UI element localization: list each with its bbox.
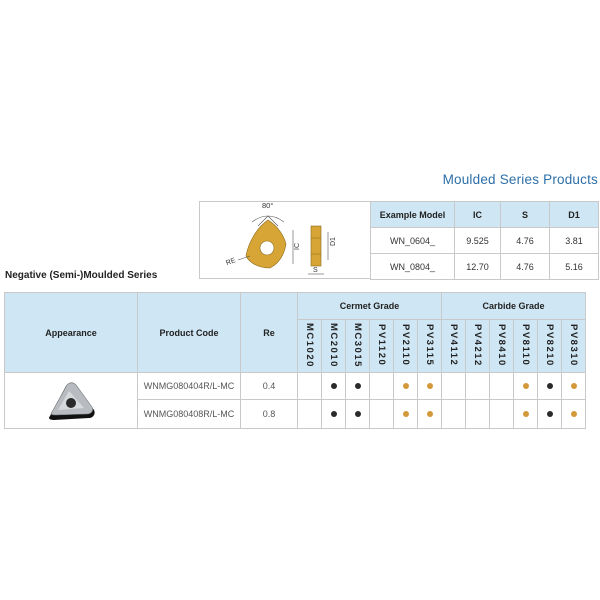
grade-mark-cell [394,400,418,429]
example-d1-cell: 3.81 [550,228,599,254]
example-s-cell: 4.76 [501,254,550,280]
black-dot-icon [355,411,361,417]
grade-label: MC1020 [304,322,315,368]
grade-mark-cell [370,400,394,429]
grade-mark-cell [514,373,538,400]
grade-header-pv4112 [442,320,466,373]
grade-mark-cell [418,373,442,400]
d1-label: D1 [330,237,337,246]
grade-header-mc1020 [298,320,322,373]
insert-hole [260,241,274,255]
example-row [371,228,599,254]
product-code-header: Product Code [138,293,241,373]
example-model-table [370,201,599,280]
grade-header-pv4212 [466,320,490,373]
grade-label: MC3015 [352,322,363,368]
grade-label: PV4112 [448,323,459,367]
grade-label: PV8410 [496,323,507,367]
grade-label: PV8110 [520,323,531,367]
grade-label: PV2110 [400,323,411,367]
example-col-model: Example Model [371,202,455,228]
grade-mark-cell [514,400,538,429]
appearance-cell [5,373,138,429]
cermet-grade-header: Cermet Grade [298,293,442,320]
insert-center-hole [66,398,76,408]
carbide-grade-header: Carbide Grade [442,293,586,320]
grade-mark-cell [346,400,370,429]
example-header-row [371,202,599,228]
grade-header-pv1120 [370,320,394,373]
product-code-cell: WNMG080404R/L-MC [138,373,241,400]
product-grade-table [4,292,586,429]
grade-mark-cell [466,373,490,400]
product-code-cell: WNMG080408R/L-MC [138,400,241,429]
grade-mark-cell [538,373,562,400]
gold-dot-icon [427,411,433,417]
grade-label: PV1120 [376,323,387,367]
grade-mark-cell [466,400,490,429]
grade-mark-cell [442,400,466,429]
grade-mark-cell [370,373,394,400]
grade-header-pv8210 [538,320,562,373]
grade-mark-cell [562,373,586,400]
gold-dot-icon [523,383,529,389]
example-model-cell: WN_0804_ [371,254,455,280]
page-title: Moulded Series Products [442,172,598,187]
re-label: RE [225,257,237,268]
grade-header-pv3115 [418,320,442,373]
grade-label: PV3115 [424,323,435,367]
ic-label: IC [294,243,301,250]
grade-header-mc3015 [346,320,370,373]
table-row [5,373,586,400]
example-row [371,254,599,280]
grade-header-pv8310 [562,320,586,373]
grade-header-pv2110 [394,320,418,373]
grade-mark-cell [346,373,370,400]
black-dot-icon [547,411,553,417]
grade-mark-cell [562,400,586,429]
re-cell: 0.8 [241,400,298,429]
gold-dot-icon [427,383,433,389]
grade-mark-cell [490,373,514,400]
example-s-cell: 4.76 [501,228,550,254]
s-label: S [313,267,318,274]
example-col-ic: IC [455,202,501,228]
example-col-s: S [501,202,550,228]
grade-header-pv8110 [514,320,538,373]
group-header-row [5,293,586,320]
grade-header-mc2010 [322,320,346,373]
gold-dot-icon [403,383,409,389]
insert-diagram-drawing [200,202,371,280]
grade-label: PV8210 [544,323,555,367]
grade-header-pv8410 [490,320,514,373]
grade-mark-cell [442,373,466,400]
series-title: Negative (Semi-)Moulded Series [5,270,158,281]
grade-mark-cell [322,373,346,400]
re-header: Re [241,293,298,373]
example-model-cell: WN_0604_ [371,228,455,254]
grade-mark-cell [298,373,322,400]
grade-mark-cell [538,400,562,429]
gold-dot-icon [571,411,577,417]
black-dot-icon [331,411,337,417]
grade-label: PV8310 [568,323,579,367]
insert-photo [36,380,106,420]
insert-diagram [199,201,370,279]
example-col-d1: D1 [550,202,599,228]
grade-mark-cell [322,400,346,429]
gold-dot-icon [403,411,409,417]
angle-label: 80° [262,202,274,210]
black-dot-icon [547,383,553,389]
grade-mark-cell [490,400,514,429]
appearance-header: Appearance [5,293,138,373]
grade-label: PV4212 [472,323,483,367]
insert-side-view [311,226,321,266]
gold-dot-icon [571,383,577,389]
grade-mark-cell [298,400,322,429]
black-dot-icon [331,383,337,389]
re-cell: 0.4 [241,373,298,400]
grade-mark-cell [394,373,418,400]
example-ic-cell: 9.525 [455,228,501,254]
example-d1-cell: 5.16 [550,254,599,280]
black-dot-icon [355,383,361,389]
gold-dot-icon [523,411,529,417]
grade-mark-cell [418,400,442,429]
example-ic-cell: 12.70 [455,254,501,280]
grade-label: MC2010 [328,322,339,368]
